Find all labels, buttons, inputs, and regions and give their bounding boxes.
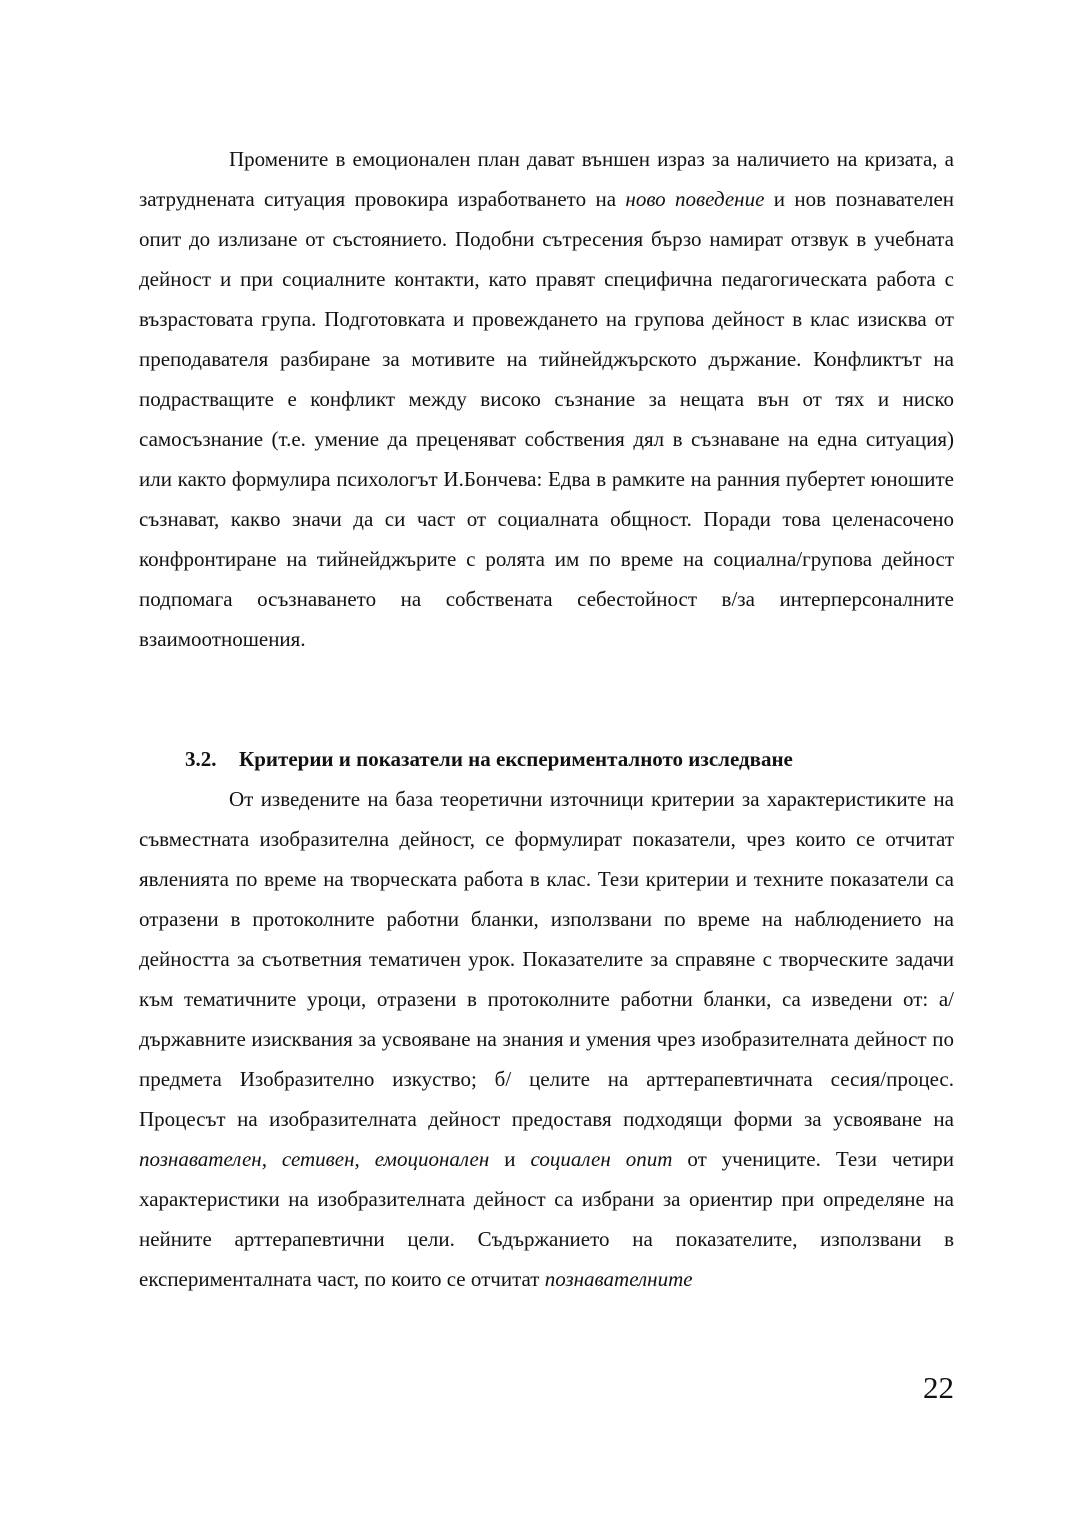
paragraph-text: и (489, 1147, 531, 1171)
section-title: Критерии и показатели на експерименталното изследване (239, 747, 793, 771)
italic-term: познавателен, сетивен, емоционален (139, 1147, 490, 1171)
section-heading (185, 743, 793, 775)
paragraph-text: От изведените на база теоретични източници критерии за характеристиките на съвместната изобразителна дейност, се формулират показатели, чрез които се отчитат явленията по време на творческата работа в клас. Тези критерии и техните показатели са отразени в протоколните работни бланки, използвани по време на наблюдението на дейността за съответния тематичен урок. Показателите за справяне с творческите задачи към тематичните уроци, отразени в протоколните работни бланки, са изведени от: а/ държавните изисквания за усвояване на знания и умения чрез изобразителната дейност по предмета Изобразително изкуство; б/ целите на арттерапевтичната сесия/процес. Процесът на изобразителната дейност предоставя подходящи форми за усвояване на (139, 787, 954, 1131)
italic-term: ново поведение (625, 187, 765, 211)
page-number: 22 (923, 1370, 954, 1405)
italic-term: социален опит (530, 1147, 673, 1171)
paragraph-text: Промените в емоционален план дават външен израз за наличието на кризата, а затрудненатa ситуация провокира изработването на (139, 147, 954, 211)
paragraph-criteria-indicators (139, 779, 954, 1299)
paragraph-crisis-behaviour (139, 139, 954, 659)
italic-term: познавателните (544, 1267, 693, 1291)
paragraph-text: от учениците. Тези четири характеристики на изобразителната дейност са избрани за ориентир при определяне на нейните арттерапевтични цели. Съдържанието на показателите, използвани в експерименталната част, по които се отчитат (139, 1147, 954, 1291)
paragraph-text: и нов познавателен опит до излизане от състоянието. Подобни сътресения бързо намират отзвук в учебната дейност и при социалните контакти, като правят специфична педагогическата работа с възрастовата група. Подготовката и провеждането на групова дейност в клас изисква от преподавателя разбиране за мотивите на тийнейджърското държание. Конфликтът на подрастващите е конфликт между високо съзнание за нещата вън от тях и ниско самосъзнание (т.е. умение да преценяват собствения дял в съзнаване на една ситуация) или както формулира психологът И.Бончева: Едва в рамките на ранния пубертет юношите съзнават, какво значи да си част от социалната общност. Поради това целенасочено конфронтиране на тийнейджърите с ролята им по време на социална/групова дейност подпомага осъзнаването на собствената себестойност в/за интерперсоналните взаимоотношения. (139, 187, 955, 651)
section-number: 3.2. (185, 747, 217, 771)
